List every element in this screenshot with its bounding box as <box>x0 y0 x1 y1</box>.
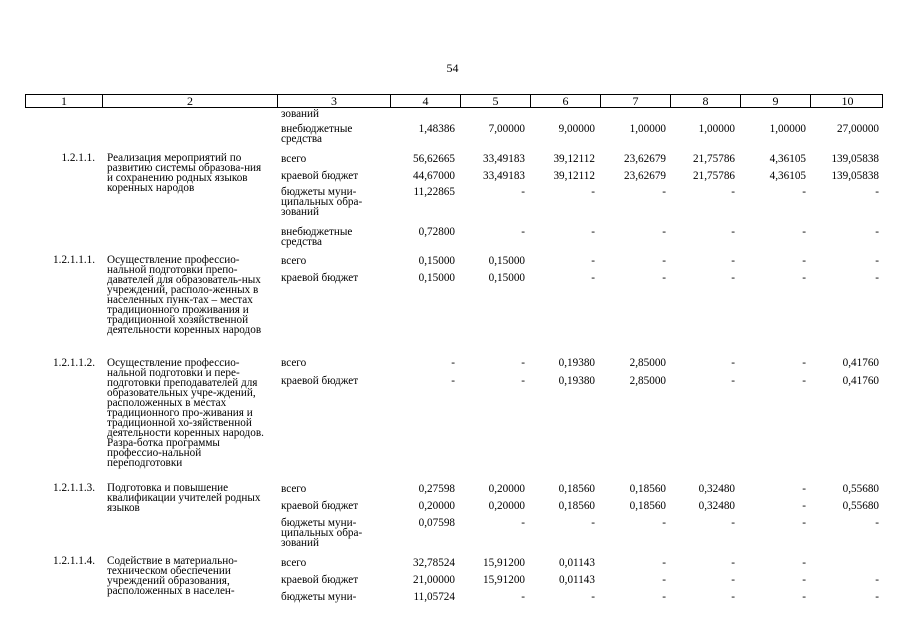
value-cell: - <box>662 186 666 198</box>
value-cell: - <box>875 272 879 284</box>
header-col-4: 4 <box>390 95 460 107</box>
value-cell: - <box>591 591 595 603</box>
value-cell: 21,75786 <box>693 170 735 182</box>
value-cell: 39,12112 <box>553 153 595 165</box>
value-cell: 0,18560 <box>558 483 595 495</box>
value-cell: - <box>802 557 806 569</box>
value-cell: 0,07598 <box>418 517 455 529</box>
row-code: 1.2.1.1. <box>61 152 95 164</box>
value-cell: - <box>802 272 806 284</box>
value-cell: 32,78524 <box>413 557 455 569</box>
value-cell: 1,00000 <box>769 123 806 135</box>
value-cell: 0,27598 <box>418 483 455 495</box>
value-cell: 0,32480 <box>698 483 735 495</box>
value-cell: - <box>662 574 666 586</box>
value-cell: - <box>591 186 595 198</box>
value-cell: - <box>521 186 525 198</box>
value-cell: - <box>731 226 735 238</box>
value-cell: - <box>591 226 595 238</box>
value-cell: 0,72800 <box>418 226 455 238</box>
value-cell: 39,12112 <box>553 170 595 182</box>
value-cell: - <box>875 186 879 198</box>
funding-source: всего <box>281 557 307 569</box>
value-cell: 0,18560 <box>558 500 595 512</box>
value-cell: 56,62665 <box>413 153 455 165</box>
value-cell: - <box>802 226 806 238</box>
value-cell: 0,41760 <box>842 357 879 369</box>
value-cell: 4,36105 <box>769 170 806 182</box>
value-cell: 0,15000 <box>488 272 525 284</box>
header-col-10: 10 <box>810 95 884 107</box>
value-cell: 139,05838 <box>831 170 879 182</box>
header-col-8: 8 <box>670 95 740 107</box>
value-cell: 23,62679 <box>624 153 666 165</box>
value-cell: - <box>731 517 735 529</box>
value-cell: - <box>802 255 806 267</box>
value-cell: - <box>802 375 806 387</box>
value-cell: 0,15000 <box>488 255 525 267</box>
funding-source: краевой бюджет <box>281 574 359 586</box>
value-cell: - <box>731 272 735 284</box>
value-cell: - <box>875 226 879 238</box>
value-cell: 4,36105 <box>769 153 806 165</box>
value-cell: - <box>521 226 525 238</box>
row-code: 1.2.1.1.4. <box>53 555 95 567</box>
header-col-9: 9 <box>740 95 810 107</box>
value-cell: - <box>662 255 666 267</box>
funding-source: всего <box>281 357 307 369</box>
value-cell: - <box>591 272 595 284</box>
value-cell: - <box>875 574 879 586</box>
value-cell: 0,15000 <box>418 272 455 284</box>
value-cell: - <box>731 557 735 569</box>
value-cell: 2,85000 <box>629 375 666 387</box>
value-cell: - <box>662 557 666 569</box>
value-cell: 15,91200 <box>483 574 525 586</box>
value-cell: 0,55680 <box>842 500 879 512</box>
value-cell: 11,05724 <box>413 591 455 603</box>
row-name: Осуществление профессио-нальной подготовки препо-давателей для образователь-ных учреждений, располо-женных в населенных пунк-тах – местах традиционного проживания и традиционной хозяйственной деятельности коренных народов <box>107 254 262 336</box>
row-name: Осуществление профессио-нальной подготовки и пере-подготовки преподавателей для образовательных учре-ждений, расположенных в местах традиционного про-живания и традиционной хо-зяйственной деятельности коренных народов. Разра-ботка программы профессио-нальной переподготовки <box>107 357 264 469</box>
value-cell: 1,00000 <box>629 123 666 135</box>
funding-source: краевой бюджет <box>281 500 359 512</box>
value-cell: 0,19380 <box>558 375 595 387</box>
value-cell: - <box>802 483 806 495</box>
value-cell: - <box>451 357 455 369</box>
value-cell: - <box>521 357 525 369</box>
value-cell: 15,91200 <box>483 557 525 569</box>
value-cell: - <box>802 517 806 529</box>
value-cell: - <box>875 255 879 267</box>
header-col-7: 7 <box>600 95 670 107</box>
row-code: 1.2.1.1.3. <box>53 482 95 494</box>
value-cell: 0,01143 <box>559 557 595 569</box>
funding-source: внебюджетные средства <box>281 226 353 248</box>
header-col-6: 6 <box>530 95 600 107</box>
value-cell: 21,00000 <box>413 574 455 586</box>
value-cell: 33,49183 <box>483 153 525 165</box>
funding-source: краевой бюджет <box>281 272 359 284</box>
value-cell: - <box>662 591 666 603</box>
value-cell: 0,15000 <box>418 255 455 267</box>
value-cell: 0,01143 <box>559 574 595 586</box>
funding-source: бюджеты муни-ципальных обра-зований <box>281 186 363 218</box>
row-code: 1.2.1.1.2. <box>53 357 95 369</box>
value-cell: 1,00000 <box>698 123 735 135</box>
value-cell: 1,48386 <box>418 123 455 135</box>
value-cell: 0,32480 <box>698 500 735 512</box>
page-number: 54 <box>446 61 459 75</box>
value-cell: - <box>875 591 879 603</box>
value-cell: 0,55680 <box>842 483 879 495</box>
value-cell: 11,22865 <box>413 186 455 198</box>
value-cell: - <box>802 591 806 603</box>
header-col-3: 3 <box>277 95 390 107</box>
row-name: Реализация мероприятий по развитию системы образова-ния и сохранению родных языков коренных народов <box>107 152 262 194</box>
funding-source: бюджеты муни-ципальных обра-зований <box>281 517 363 549</box>
value-cell: 7,00000 <box>488 123 525 135</box>
value-cell: - <box>521 591 525 603</box>
value-cell: - <box>802 357 806 369</box>
value-cell: 44,67000 <box>413 170 455 182</box>
header-col-5: 5 <box>460 95 530 107</box>
value-cell: 9,00000 <box>558 123 595 135</box>
value-cell: 0,20000 <box>488 483 525 495</box>
value-cell: - <box>802 186 806 198</box>
value-cell: 0,20000 <box>488 500 525 512</box>
value-cell: - <box>731 375 735 387</box>
value-cell: - <box>662 226 666 238</box>
value-cell: - <box>731 186 735 198</box>
header-col-2: 2 <box>102 95 277 107</box>
value-cell: - <box>731 357 735 369</box>
value-cell: 0,18560 <box>629 483 666 495</box>
row-code: 1.2.1.1.1. <box>53 254 95 266</box>
row-name: Подготовка и повышение квалификации учителей родных языков <box>107 482 261 514</box>
row-name: Содействие в материально-техническом обеспечении учреждений образования, расположенных в населен- <box>107 555 238 597</box>
value-cell: 23,62679 <box>624 170 666 182</box>
value-cell: - <box>521 517 525 529</box>
value-cell: - <box>591 255 595 267</box>
value-cell: 0,18560 <box>629 500 666 512</box>
value-cell: 27,00000 <box>837 123 879 135</box>
value-cell: - <box>875 517 879 529</box>
funding-source: зований <box>281 108 320 120</box>
value-cell: - <box>662 272 666 284</box>
value-cell: - <box>802 500 806 512</box>
funding-source: краевой бюджет <box>281 170 359 182</box>
value-cell: - <box>451 375 455 387</box>
value-cell: 21,75786 <box>693 153 735 165</box>
funding-source: внебюджетные средства <box>281 123 353 145</box>
value-cell: - <box>662 517 666 529</box>
funding-source: всего <box>281 153 307 165</box>
value-cell: - <box>591 517 595 529</box>
value-cell: - <box>802 574 806 586</box>
funding-source: всего <box>281 483 307 495</box>
value-cell: - <box>731 255 735 267</box>
value-cell: 139,05838 <box>831 153 879 165</box>
value-cell: - <box>731 574 735 586</box>
value-cell: - <box>521 375 525 387</box>
value-cell: 2,85000 <box>629 357 666 369</box>
value-cell: 0,20000 <box>418 500 455 512</box>
funding-source: краевой бюджет <box>281 375 359 387</box>
value-cell: 0,41760 <box>842 375 879 387</box>
funding-source: бюджеты муни- <box>281 591 357 603</box>
header-col-1: 1 <box>61 94 67 108</box>
value-cell: 0,19380 <box>558 357 595 369</box>
value-cell: 33,49183 <box>483 170 525 182</box>
value-cell: - <box>731 591 735 603</box>
funding-source: всего <box>281 255 307 267</box>
